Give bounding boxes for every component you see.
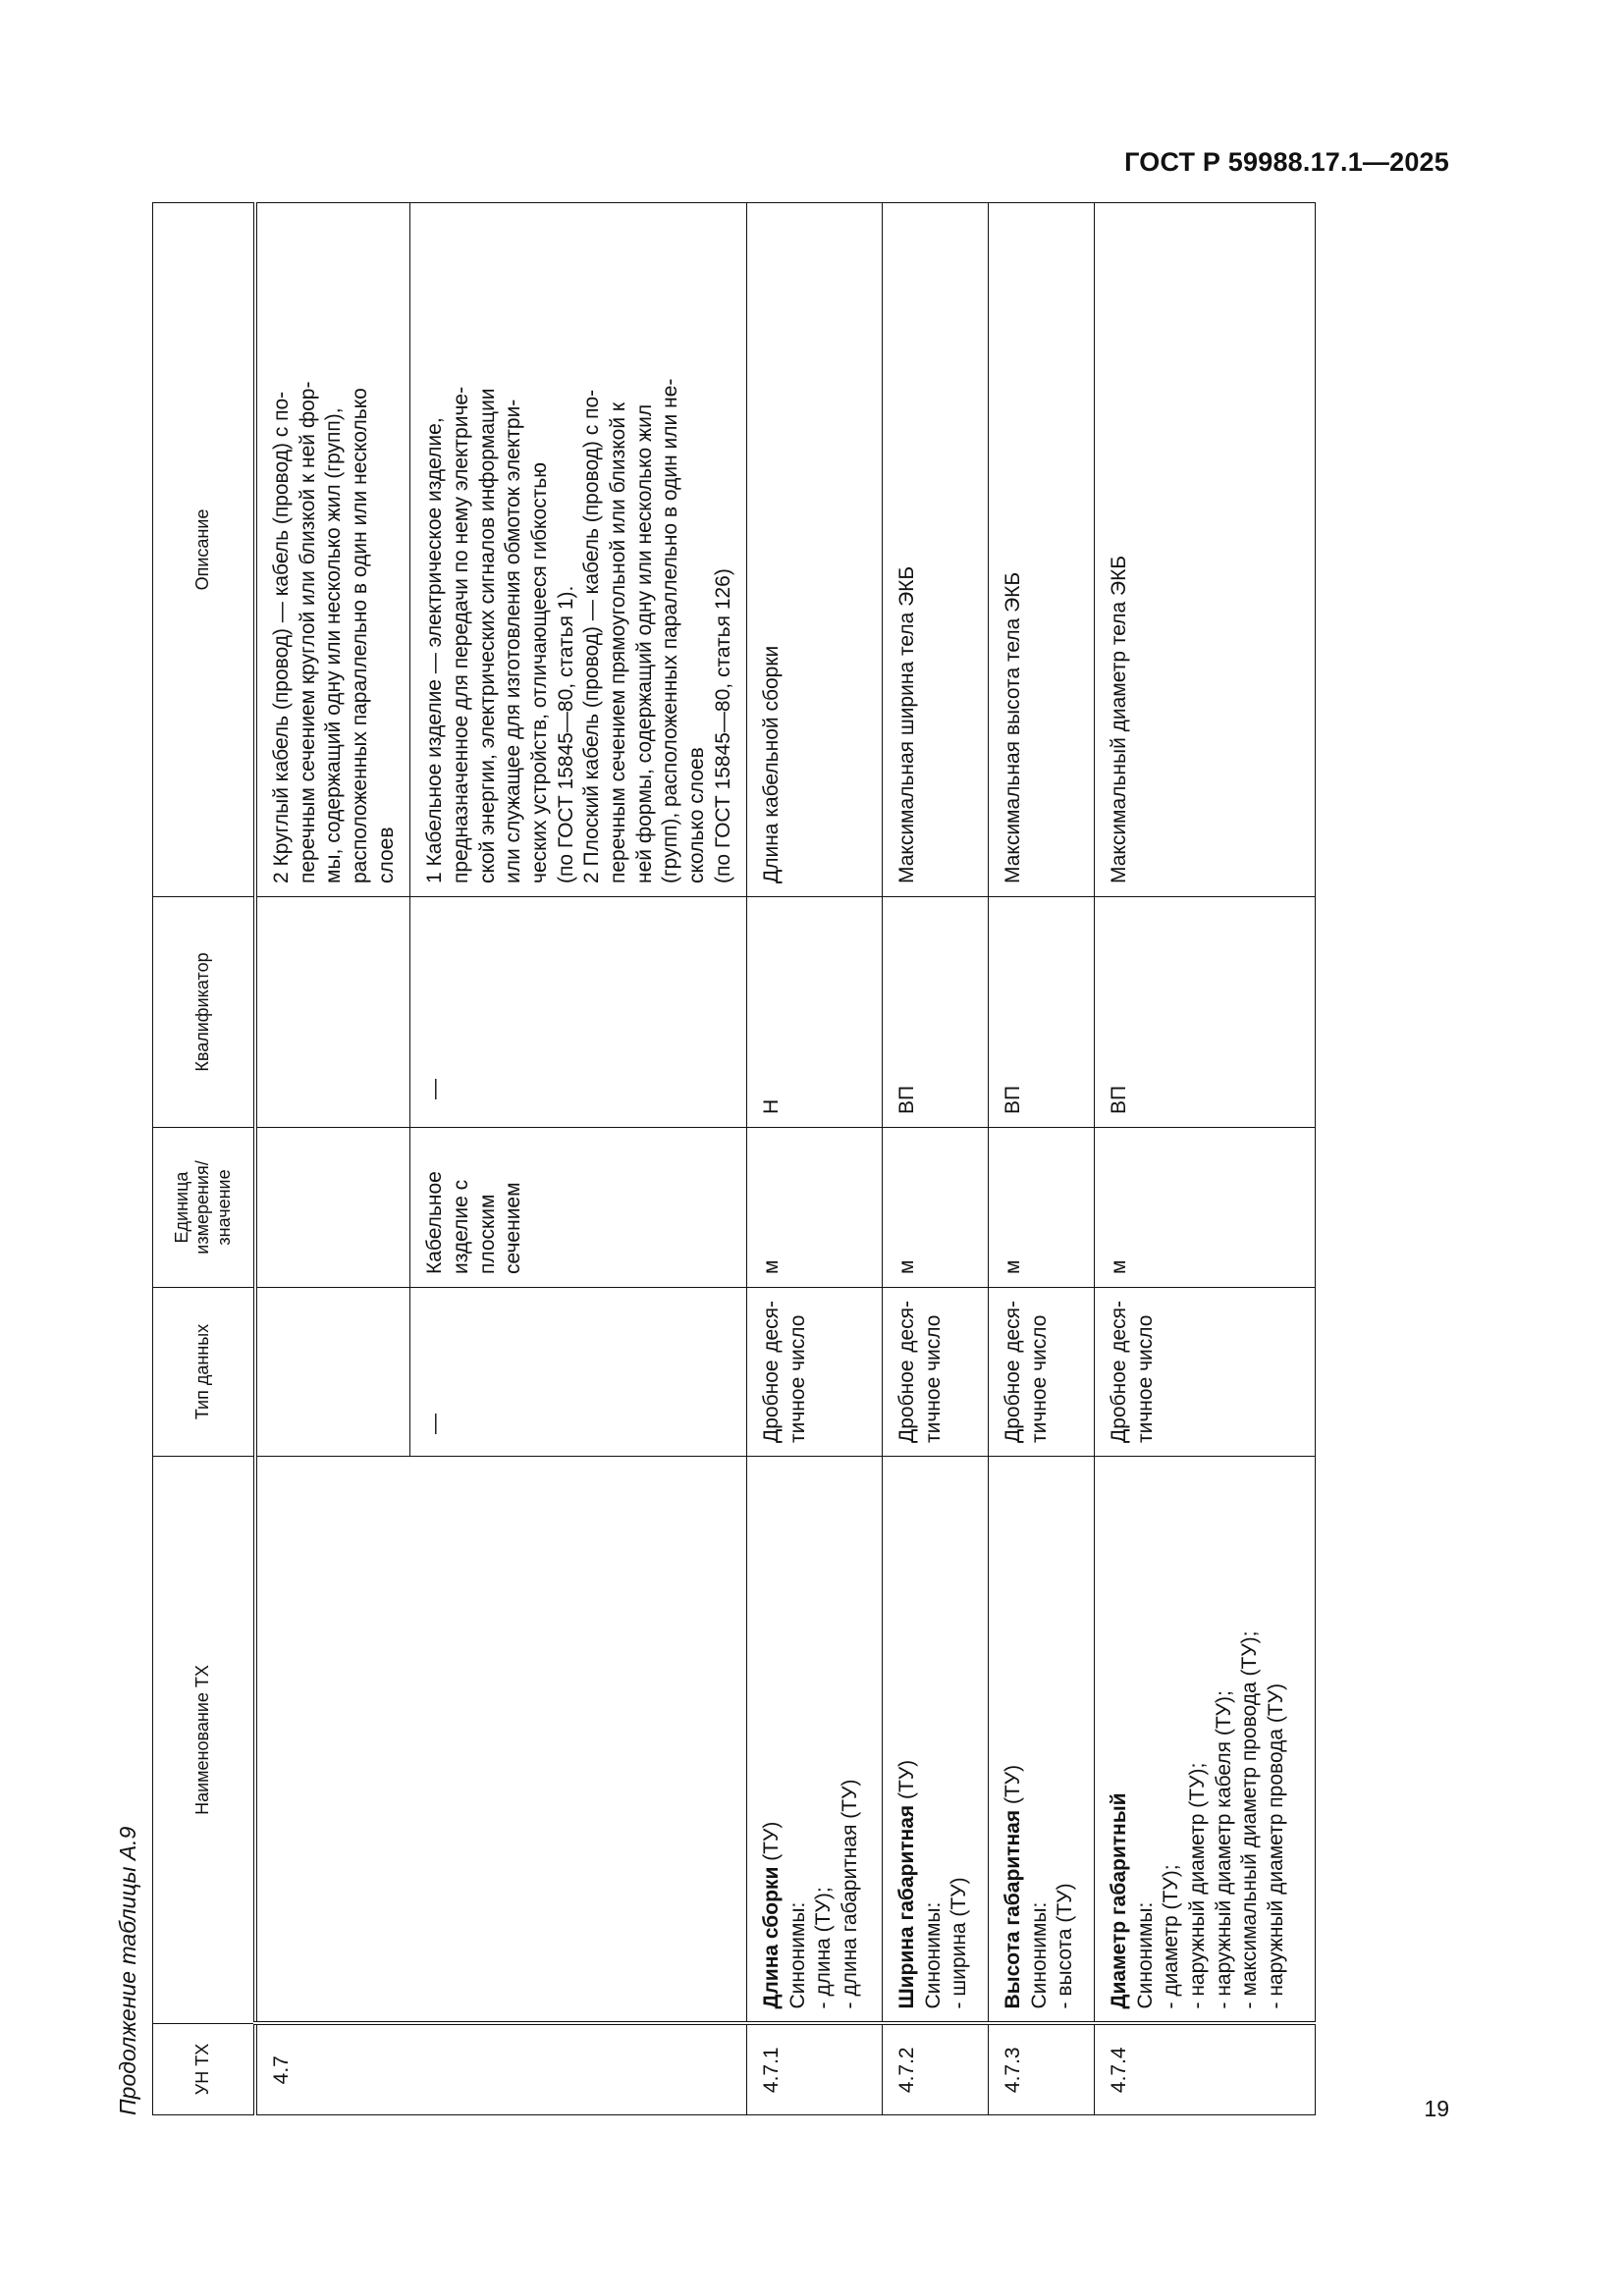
cell-unit — [255, 1128, 410, 1288]
cell-unit: м — [1095, 1128, 1316, 1288]
rotated-table-block — [103, 83, 1414, 2115]
desc-line: расположенных параллельно в один или несколько — [348, 388, 371, 883]
synonym-item: - диаметр (ТУ); — [1160, 1864, 1183, 2009]
synonym-item: - длина габаритная (ТУ) — [839, 1779, 862, 2009]
cell-unit: Кабельное изделие с плоским сечением — [410, 1128, 747, 1288]
cell-name — [1095, 1457, 1316, 2024]
desc-line: ней формы, содержащий одну или несколько жил — [632, 403, 656, 883]
type-line: Дробное деся- — [1001, 1301, 1025, 1443]
cell-qualifier: — — [410, 897, 747, 1128]
synonyms-label: Синонимы: — [1133, 1901, 1157, 2009]
synonyms-label: Синонимы: — [921, 1901, 945, 2009]
desc-line: или служащее для изготовления обмоток электри- — [502, 399, 525, 883]
type-line: Дробное деся- — [760, 1301, 784, 1443]
type-line: Дробное деся- — [1108, 1301, 1131, 1443]
col-header-name: Наименование ТХ — [153, 1457, 256, 2024]
desc-line: (по ГОСТ 15845—80, статья 1). — [554, 585, 577, 883]
synonym-item: - ширина (ТУ) — [947, 1877, 971, 2009]
type-line: Дробное деся- — [895, 1301, 919, 1443]
desc-line: мы, содержащий одну или несколько жил (групп), — [322, 407, 346, 883]
table-header-row — [153, 203, 256, 2115]
document-code: ГОСТ Р 59988.17.1—2025 — [1124, 147, 1449, 177]
cell-type — [747, 1288, 883, 1457]
desc-line: 2 Плоский кабель (провод) — кабель (провод) с по- — [580, 389, 604, 883]
synonym-item: - высота (ТУ) — [1054, 1883, 1077, 2009]
cell-description — [410, 203, 747, 897]
cell-name — [255, 1457, 747, 2024]
table-row — [747, 203, 883, 2115]
characteristic-name: Высота габаритная — [1001, 1809, 1025, 2009]
cell-description — [255, 203, 410, 897]
cell-type — [255, 1288, 410, 1457]
characteristic-title — [894, 1469, 921, 2009]
characteristic-name: Диаметр габаритный — [1108, 1792, 1131, 2009]
table-row — [883, 203, 989, 2115]
synonyms-label: Синонимы: — [785, 1901, 809, 2009]
desc-line: слоев — [374, 827, 398, 883]
cell-qualifier — [255, 897, 410, 1128]
synonym-item: - наружный диаметр провода (ТУ) — [1265, 1682, 1288, 2009]
synonym-item: - длина (ТУ); — [812, 1887, 836, 2009]
cell-un: 4.7.4 — [1095, 2024, 1316, 2115]
desc-line: перечным сечением круглой или близкой к ней фор- — [296, 381, 319, 883]
cell-name — [989, 1457, 1095, 2024]
cell-un: 4.7.3 — [989, 2024, 1095, 2115]
cell-unit: м — [989, 1128, 1095, 1288]
synonym-item: - наружный диаметр (ТУ); — [1186, 1762, 1210, 2009]
type-line: тичное число — [785, 1314, 809, 1443]
cell-unit: м — [747, 1128, 883, 1288]
desc-line: перечным сечением прямоугольной или близкой к — [606, 401, 629, 883]
table-row — [1095, 203, 1316, 2115]
characteristic-title — [1001, 1469, 1027, 2009]
characteristic-name: Ширина габаритная — [895, 1804, 919, 2009]
cell-description: Максимальный диаметр тела ЭКБ — [1095, 203, 1316, 897]
characteristic-source: (ТУ) — [895, 1759, 919, 1805]
desc-line: ческих устройств, отличающееся гибкостью — [527, 462, 551, 883]
cell-type: — — [410, 1288, 747, 1457]
cell-name — [883, 1457, 989, 2024]
cell-unit: м — [883, 1128, 989, 1288]
cell-un: 4.7.1 — [747, 2024, 883, 2115]
cell-description: Максимальная ширина тела ЭКБ — [883, 203, 989, 897]
table-row — [989, 203, 1095, 2115]
characteristic-title — [759, 1469, 785, 2009]
type-line: тичное число — [1133, 1314, 1157, 1443]
characteristic-name: Длина сборки — [760, 1866, 784, 2009]
table-caption: Продолжение таблицы А.9 — [115, 1826, 140, 2115]
synonym-item: - наружный диаметр кабеля (ТУ); — [1212, 1690, 1235, 2009]
cell-type — [883, 1288, 989, 1457]
col-header-type: Тип данных — [153, 1288, 256, 1457]
characteristic-source: (ТУ) — [1001, 1764, 1025, 1810]
page-number: 19 — [1424, 2096, 1449, 2121]
cell-description: Длина кабельной сборки — [747, 203, 883, 897]
col-header-unit: Единица измерения/ значение — [153, 1128, 256, 1288]
cell-name — [747, 1457, 883, 2024]
desc-line: ской энергии, электрических сигналов информации — [475, 388, 499, 883]
cell-qualifier: ВП — [883, 897, 989, 1128]
cell-qualifier: ВП — [989, 897, 1095, 1128]
desc-line: 2 Круглый кабель (провод) — кабель (провод) с по- — [270, 391, 293, 883]
col-header-un: УН ТХ — [153, 2024, 256, 2115]
type-line: тичное число — [921, 1314, 945, 1443]
cell-type — [989, 1288, 1095, 1457]
synonym-item: - максимальный диаметр провода (ТУ); — [1238, 1630, 1262, 2009]
cell-un: 4.7 — [255, 2024, 747, 2115]
desc-line: 1 Кабельное изделие — электрическое изделие, — [423, 417, 447, 883]
table-row — [255, 203, 410, 2115]
desc-line: предназначенное для передачи по нему электриче- — [449, 386, 472, 883]
desc-line: сколько слоев — [684, 747, 708, 883]
cell-qualifier: Н — [747, 897, 883, 1128]
desc-line: (групп), расположенных параллельно в один или не- — [659, 378, 682, 883]
cell-qualifier: ВП — [1095, 897, 1316, 1128]
cell-description: Максимальная высота тела ЭКБ — [989, 203, 1095, 897]
col-header-description: Описание — [153, 203, 256, 897]
synonyms-label: Синонимы: — [1027, 1901, 1051, 2009]
cell-un: 4.7.2 — [883, 2024, 989, 2115]
type-line: тичное число — [1027, 1314, 1051, 1443]
desc-line: (по ГОСТ 15845—80, статья 126) — [711, 568, 734, 883]
cell-type — [1095, 1288, 1316, 1457]
characteristic-source: (ТУ) — [760, 1821, 784, 1867]
col-header-qualifier: Квалификатор — [153, 897, 256, 1128]
characteristics-table — [152, 202, 1316, 2115]
characteristic-title — [1107, 1469, 1133, 2009]
